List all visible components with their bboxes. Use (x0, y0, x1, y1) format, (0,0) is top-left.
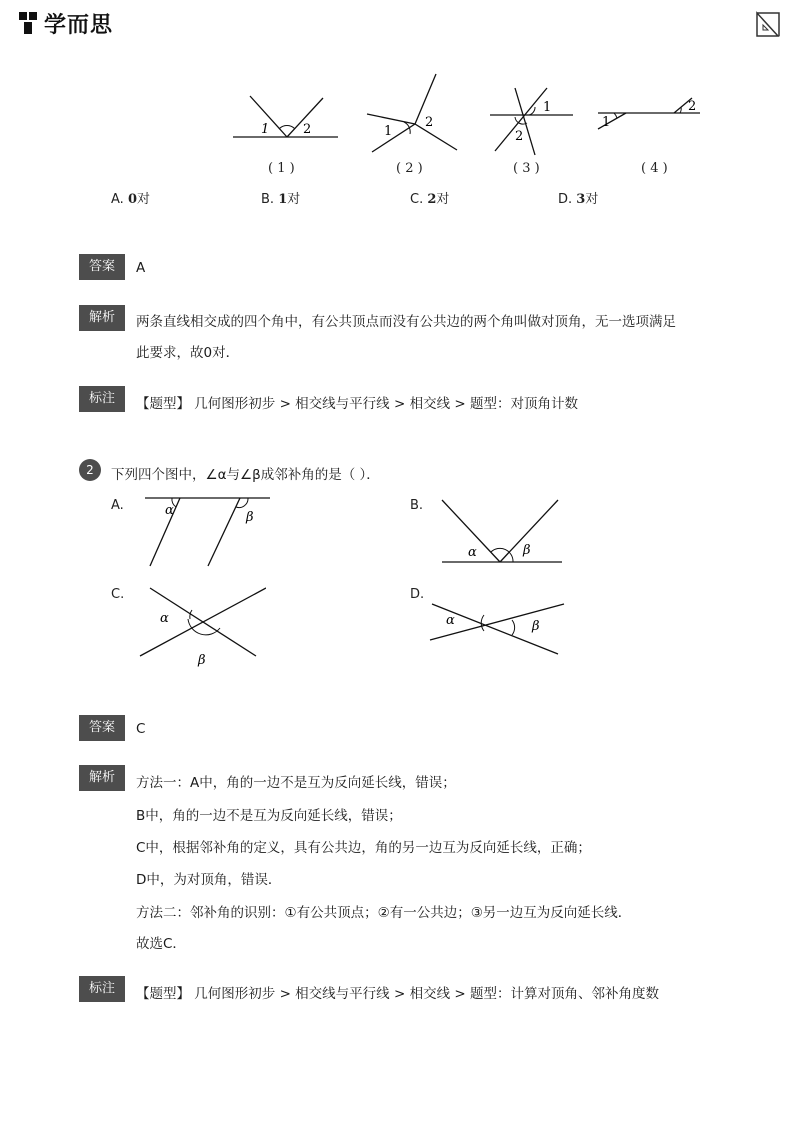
q2-a-beta: β (246, 510, 254, 525)
q2-analysis-line-2: B中，角的一边不是互为反向延长线，错误； (136, 808, 402, 824)
q1-option-b[interactable]: B. 1对 (261, 192, 301, 207)
q1-analysis-line-1: 两条直线相交成的四个角中，有公共顶点而没有公共边的两个角叫做对顶角，无一选项满足 (136, 314, 676, 330)
q2-d-alpha: α (446, 613, 455, 628)
q1-figure-3 (485, 85, 580, 157)
q1-answer-value: A (136, 260, 146, 276)
q2-note-text: 【题型】 几何图形初步 > 相交线与平行线 > 相交线 > 题型：计算对顶角、邻补角度数 (136, 986, 659, 1002)
q2-b-beta: β (523, 543, 531, 558)
q1-fig1-label-2: 2 (303, 122, 312, 137)
q2-option-d-letter[interactable]: D. (410, 587, 425, 602)
q2-analysis-line-3: C中，根据邻补角的定义，具有公共边，角的另一边互为反向延长线，正确； (136, 840, 591, 856)
q2-b-alpha: α (468, 545, 477, 560)
q1-note-text: 【题型】 几何图形初步 > 相交线与平行线 > 相交线 > 题型：对顶角计数 (136, 396, 578, 412)
q2-figure-c (136, 584, 266, 672)
q2-d-beta: β (532, 619, 540, 634)
q2-analysis-line-4: D中，为对顶角，错误． (136, 872, 282, 888)
q2-note-tag: 标注 (79, 976, 125, 1002)
q1-fig4-label-1: 1 (602, 115, 611, 130)
q1-figure-1 (228, 88, 343, 150)
brand-logo (18, 8, 113, 38)
q2-number-badge: 2 (79, 459, 101, 481)
q1-fig1-caption: ( 1 ) (268, 161, 295, 176)
q2-option-a-letter[interactable]: A. (111, 498, 124, 513)
q2-question-text: 下列四个图中，∠α与∠β成邻补角的是（ ）． (111, 467, 380, 483)
q1-option-d[interactable]: D. 3对 (558, 192, 599, 207)
q1-fig3-label-2: 2 (515, 129, 524, 144)
q1-figure-2 (362, 72, 462, 162)
q1-analysis-tag: 解析 (79, 305, 125, 331)
q1-fig4-caption: ( 4 ) (641, 161, 668, 176)
q1-fig2-label-2: 2 (425, 115, 434, 130)
q2-analysis-tag: 解析 (79, 765, 125, 791)
q2-figure-b (436, 494, 566, 566)
q1-fig3-label-1: 1 (543, 100, 552, 115)
q1-option-c[interactable]: C. 2对 (410, 192, 450, 207)
q1-analysis-line-2: 此要求，故0对． (136, 345, 240, 361)
q2-a-alpha: α (165, 503, 174, 518)
q1-figure-4 (592, 90, 704, 140)
q2-answer-value: C (136, 721, 146, 737)
corner-logo-icon (754, 10, 782, 38)
logo-mark-icon (18, 10, 40, 36)
q2-figure-a (140, 490, 275, 570)
q1-fig3-caption: ( 3 ) (513, 161, 540, 176)
q1-fig2-label-1: 1 (384, 124, 393, 139)
q2-figure-d (426, 596, 566, 660)
brand-name: 学而思 (44, 12, 114, 38)
q1-fig2-caption: ( 2 ) (396, 161, 423, 176)
q1-answer-tag: 答案 (79, 254, 125, 280)
q2-analysis-line-6: 故选C． (136, 936, 186, 952)
q2-option-c-letter[interactable]: C. (111, 587, 125, 602)
q1-fig4-label-2: 2 (688, 99, 697, 114)
q2-c-beta: β (198, 653, 206, 668)
q1-fig1-label-1: 1 (261, 122, 270, 137)
q2-c-alpha: α (160, 611, 169, 626)
q2-answer-tag: 答案 (79, 715, 125, 741)
q1-option-a[interactable]: A. 0对 (111, 192, 150, 207)
q2-option-b-letter[interactable]: B. (410, 498, 424, 513)
q2-analysis-line-5: 方法二：邻补角的识别：①有公共顶点；②有一公共边；③另一边互为反向延长线． (136, 905, 632, 921)
q2-analysis-line-1: 方法一：A中，角的一边不是互为反向延长线，错误； (136, 775, 456, 791)
q1-note-tag: 标注 (79, 386, 125, 412)
